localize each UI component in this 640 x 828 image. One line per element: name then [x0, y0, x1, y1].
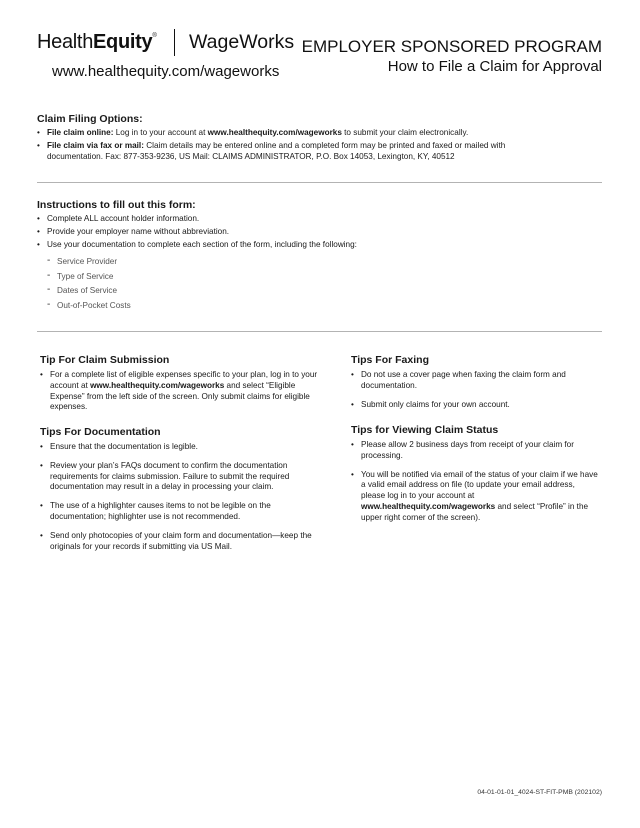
- list-item: • Review your plan’s FAQs document to confirm the documentation requirements for claims submission. Failure to submit the required documentation may result in a delay in processing your claim.: [40, 461, 322, 493]
- instructions-list: [37, 214, 577, 252]
- tip-text: You will be notified via email of the status of your claim if we have a valid email address on file (to update your email address, please log in to your account at: [361, 469, 598, 501]
- list-item: - Out-of-Pocket Costs: [47, 299, 347, 314]
- list-item: • Use your documentation to complete each section of the form, including the following:: [37, 240, 577, 251]
- document-subtitle: How to File a Claim for Approval: [387, 58, 602, 75]
- healthequity-link[interactable]: www.healthequity.com/wageworks: [90, 380, 225, 390]
- list-item: • Please allow 2 business days from receipt of your claim for processing.: [351, 440, 601, 462]
- list-item: • The use of a highlighter causes items to not be legible on the documentation; highlighter use is not recommended.: [40, 501, 322, 523]
- tip-text: and select “Profile” in the upper right corner of the screen).: [361, 501, 589, 522]
- logo-equity-text: Equity: [93, 31, 153, 53]
- tip-text: For a complete list of eligible expenses specific to your plan, log in to your account at: [50, 370, 318, 390]
- wageworks-logo: WageWorks: [189, 31, 295, 53]
- list-item: • Complete ALL account holder information.: [37, 214, 577, 225]
- tips-documentation-list: [40, 442, 322, 560]
- list-item: • Ensure that the documentation is legible.: [40, 442, 322, 453]
- tips-documentation-heading: Tips For Documentation: [40, 426, 161, 438]
- instructions-heading: Instructions to fill out this form:: [37, 199, 196, 211]
- healthequity-logo: [37, 31, 156, 54]
- list-item: [37, 128, 537, 139]
- list-item: • Do not use a cover page when faxing the claim form and documentation.: [351, 370, 601, 392]
- tips-faxing-list: [351, 370, 601, 418]
- list-item: - Type of Service: [47, 270, 347, 285]
- filing-options-heading: Claim Filing Options:: [37, 113, 143, 125]
- list-item: [40, 370, 322, 413]
- tips-claim-status-list: [351, 440, 601, 532]
- list-item: • Submit only claims for your own account.: [351, 400, 601, 411]
- logo-divider: [174, 29, 175, 56]
- option-text: Log in to your account at: [113, 128, 208, 137]
- option-text: to submit your claim electronically.: [341, 128, 469, 137]
- option-text: Claim details may be entered online and a completed form may be printed and faxed or mailed with documentation. Fax: 877-353-9236, US Mail: CLAIMS ADMINISTRATOR, P.O. Box 14053, Lexington, KY, 40512: [47, 140, 506, 161]
- section-divider: [37, 331, 602, 332]
- tip-text: and select “Eligible Expense” from the left side of the screen. Only submit claims for eligible expenses.: [50, 380, 310, 412]
- list-item: - Service Provider: [47, 255, 347, 270]
- filing-options-list: [37, 128, 537, 164]
- document-title: EMPLOYER SPONSORED PROGRAM: [301, 37, 602, 56]
- option-label: File claim via fax or mail:: [47, 140, 144, 150]
- tips-faxing-heading: Tips For Faxing: [351, 354, 429, 366]
- section-divider: [37, 182, 602, 183]
- tip-claim-submission-heading: Tip For Claim Submission: [40, 354, 170, 366]
- form-sections-list: [47, 255, 347, 313]
- website-url[interactable]: www.healthequity.com/wageworks: [52, 63, 280, 80]
- logo-health-text: Health: [37, 31, 94, 53]
- option-label: File claim online:: [47, 128, 114, 137]
- form-code: 04-01-01-01_4024-ST-FIT-PMB (202102): [477, 789, 602, 796]
- list-item: - Dates of Service: [47, 284, 347, 299]
- healthequity-link[interactable]: www.healthequity.com/wageworks: [361, 501, 496, 511]
- tip-claim-submission-list: [40, 370, 322, 421]
- list-item: • Provide your employer name without abbreviation.: [37, 227, 577, 238]
- healthequity-link[interactable]: www.healthequity.com/wageworks: [207, 128, 342, 137]
- list-item: [37, 141, 537, 163]
- tips-claim-status-heading: Tips for Viewing Claim Status: [351, 424, 499, 436]
- list-item: • Send only photocopies of your claim form and documentation—keep the originals for your records if submitting via US Mail.: [40, 531, 322, 553]
- list-item: [351, 470, 601, 524]
- registered-mark: ®: [152, 33, 157, 39]
